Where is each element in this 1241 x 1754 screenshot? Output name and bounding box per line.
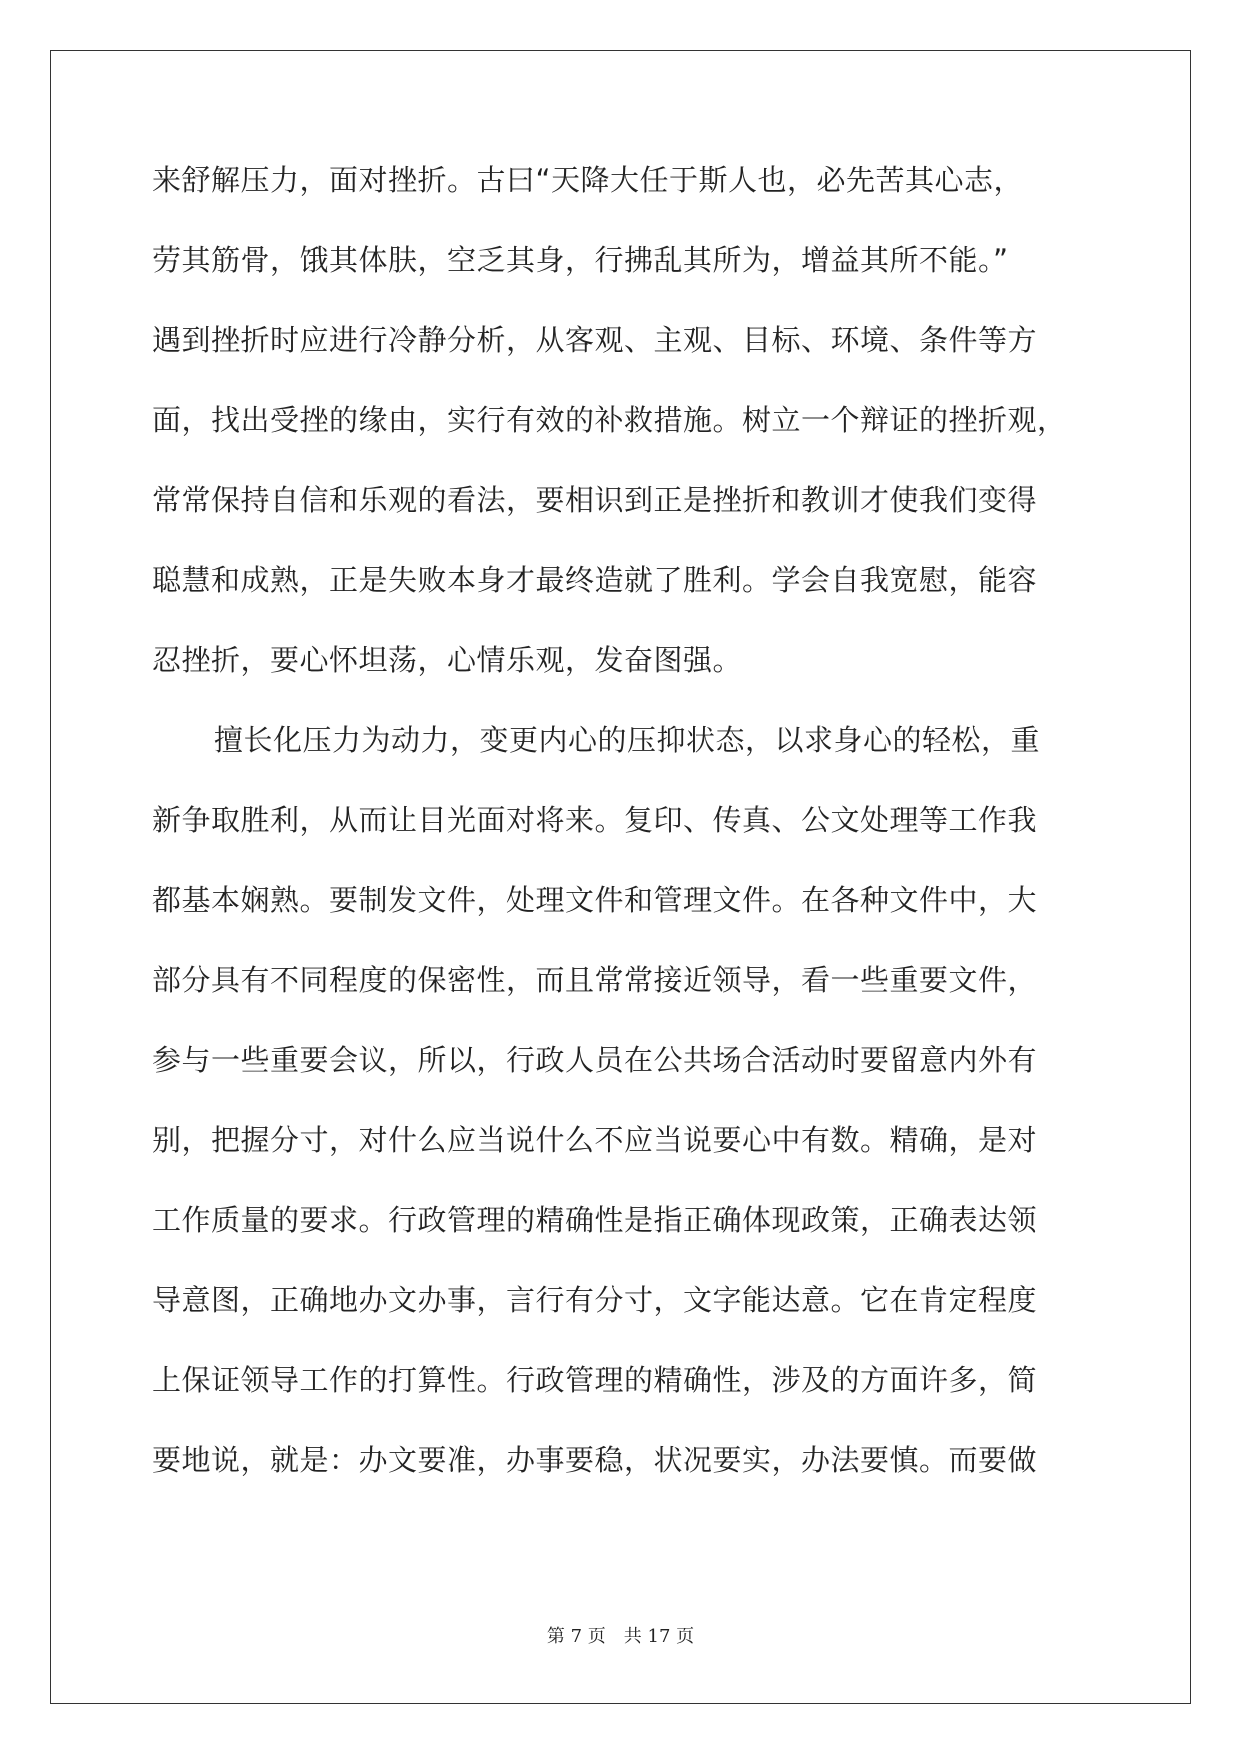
text-line: 劳其筋骨，饿其体肤，空乏其身，行拂乱其所为，增益其所不能。” bbox=[152, 243, 1009, 277]
page-footer: 第 7 页 共 17 页 bbox=[546, 1626, 695, 1647]
text-line: 常常保持自信和乐观的看法，要相识到正是挫折和教训才使我们变得 bbox=[152, 483, 1038, 517]
text-line: 导意图，正确地办文办事，言行有分寸，文字能达意。它在肯定程度 bbox=[152, 1283, 1038, 1317]
document-body bbox=[152, 160, 1092, 1520]
text-line: 聪慧和成熟，正是失败本身才最终造就了胜利。学会自我宽慰，能容 bbox=[152, 563, 1038, 597]
text-line: 面，找出受挫的缘由，实行有效的补救措施。树立一个辩证的挫折观， bbox=[152, 403, 1067, 437]
text-line: 别，把握分寸，对什么应当说什么不应当说要心中有数。精确，是对 bbox=[152, 1123, 1038, 1157]
text-line: 擅长化压力为动力，变更内心的压抑状态，以求身心的轻松，重 bbox=[214, 723, 1041, 757]
text-line: 新争取胜利，从而让目光面对将来。复印、传真、公文处理等工作我 bbox=[152, 803, 1038, 837]
text-line: 来舒解压力，面对挫折。古曰“天降大任于斯人也，必先苦其心志， bbox=[152, 163, 1024, 197]
text-line: 部分具有不同程度的保密性，而且常常接近领导，看一些重要文件， bbox=[152, 963, 1038, 997]
text-line: 要地说，就是：办文要准，办事要稳，状况要实，办法要慎。而要做 bbox=[152, 1443, 1038, 1477]
text-line: 上保证领导工作的打算性。行政管理的精确性，涉及的方面许多，简 bbox=[152, 1363, 1038, 1397]
text-line: 参与一些重要会议，所以，行政人员在公共场合活动时要留意内外有 bbox=[152, 1043, 1038, 1077]
text-line: 遇到挫折时应进行冷静分析，从客观、主观、目标、环境、条件等方 bbox=[152, 323, 1038, 357]
text-line: 都基本娴熟。要制发文件，处理文件和管理文件。在各种文件中，大 bbox=[152, 883, 1038, 917]
text-line: 忍挫折，要心怀坦荡，心情乐观，发奋图强。 bbox=[152, 643, 743, 677]
text-line: 工作质量的要求。行政管理的精确性是指正确体现政策，正确表达领 bbox=[152, 1203, 1038, 1237]
